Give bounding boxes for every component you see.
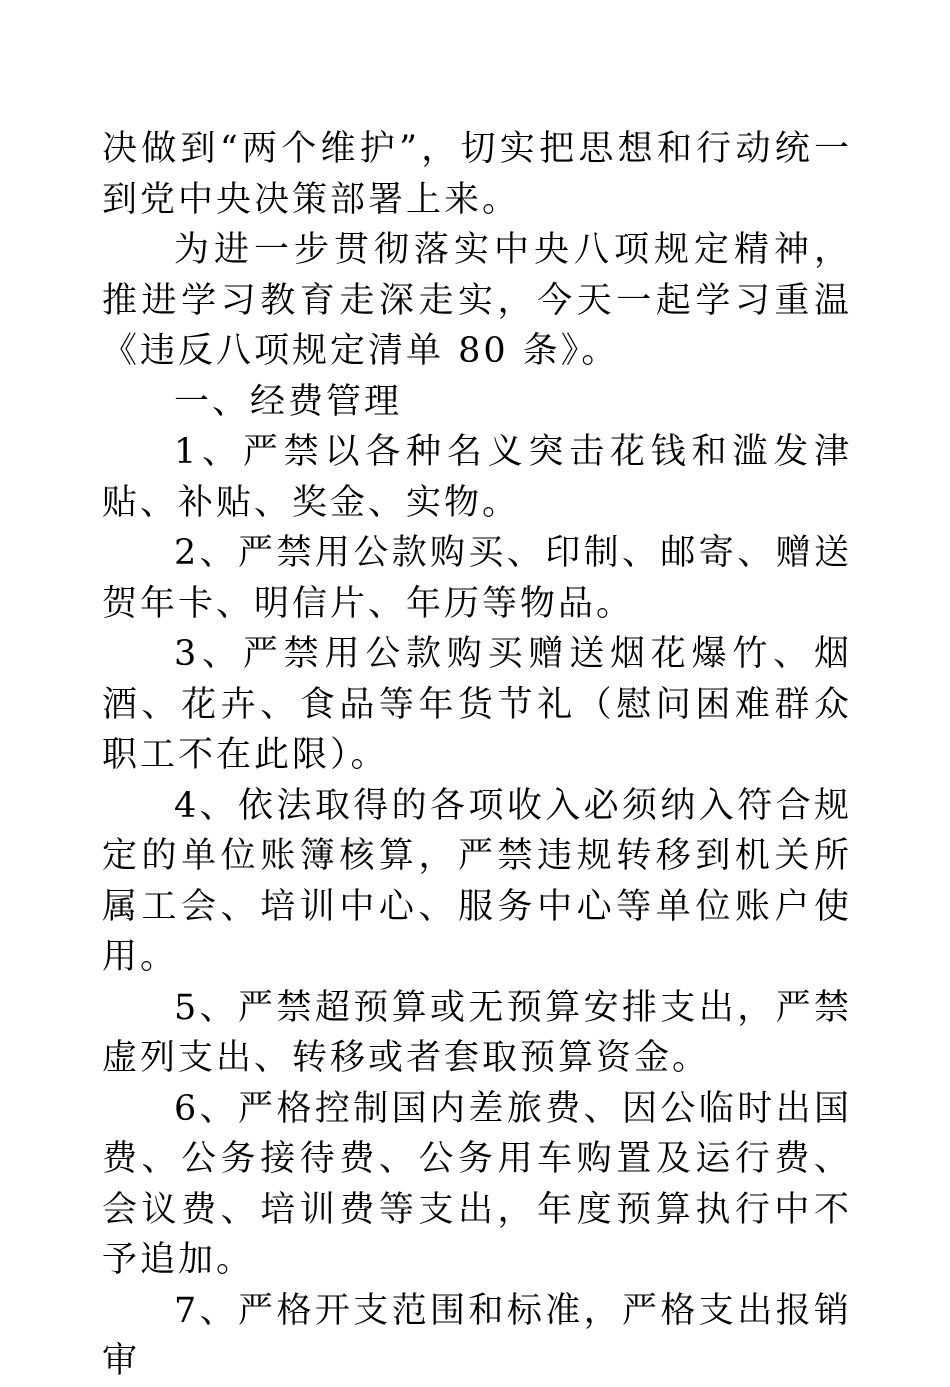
rule-item-3: 3、严禁用公款购买赠送烟花爆竹、烟酒、花卉、食品等年货节礼（慰问困难群众职工不在此限）。 [102,634,852,775]
document-body [102,124,852,1387]
rule-item-1: 1、严禁以各种名义突击花钱和滥发津贴、补贴、奖金、实物。 [102,432,852,523]
rule-item-6: 6、严格控制国内差旅费、因公临时出国费、公务接待费、公务用车购置及运行费、会议费、培训费等支出，年度预算执行中不予追加。 [102,1088,852,1280]
section-heading-funding: 一、经费管理 [174,381,403,422]
rule-item-2: 2、严禁用公款购买、印制、邮寄、赠送贺年卡、明信片、年历等物品。 [102,533,852,624]
paragraph-continuation: 决做到“两个维护”，切实把思想和行动统一到党中央决策部署上来。 [102,129,852,220]
rule-item-7: 7、严格开支范围和标准，严格支出报销审 [102,1290,852,1381]
rule-item-4: 4、依法取得的各项收入必须纳入符合规定的单位账簿核算，严禁违规转移到机关所属工会、培训中心、服务中心等单位账户使用。 [102,785,852,977]
paragraph-intro: 为进一步贯彻落实中央八项规定精神，推进学习教育走深走实，今天一起学习重温《违反八项规定清单 80 条》。 [102,230,852,371]
rule-item-5: 5、严禁超预算或无预算安排支出，严禁虚列支出、转移或者套取预算资金。 [102,987,852,1078]
